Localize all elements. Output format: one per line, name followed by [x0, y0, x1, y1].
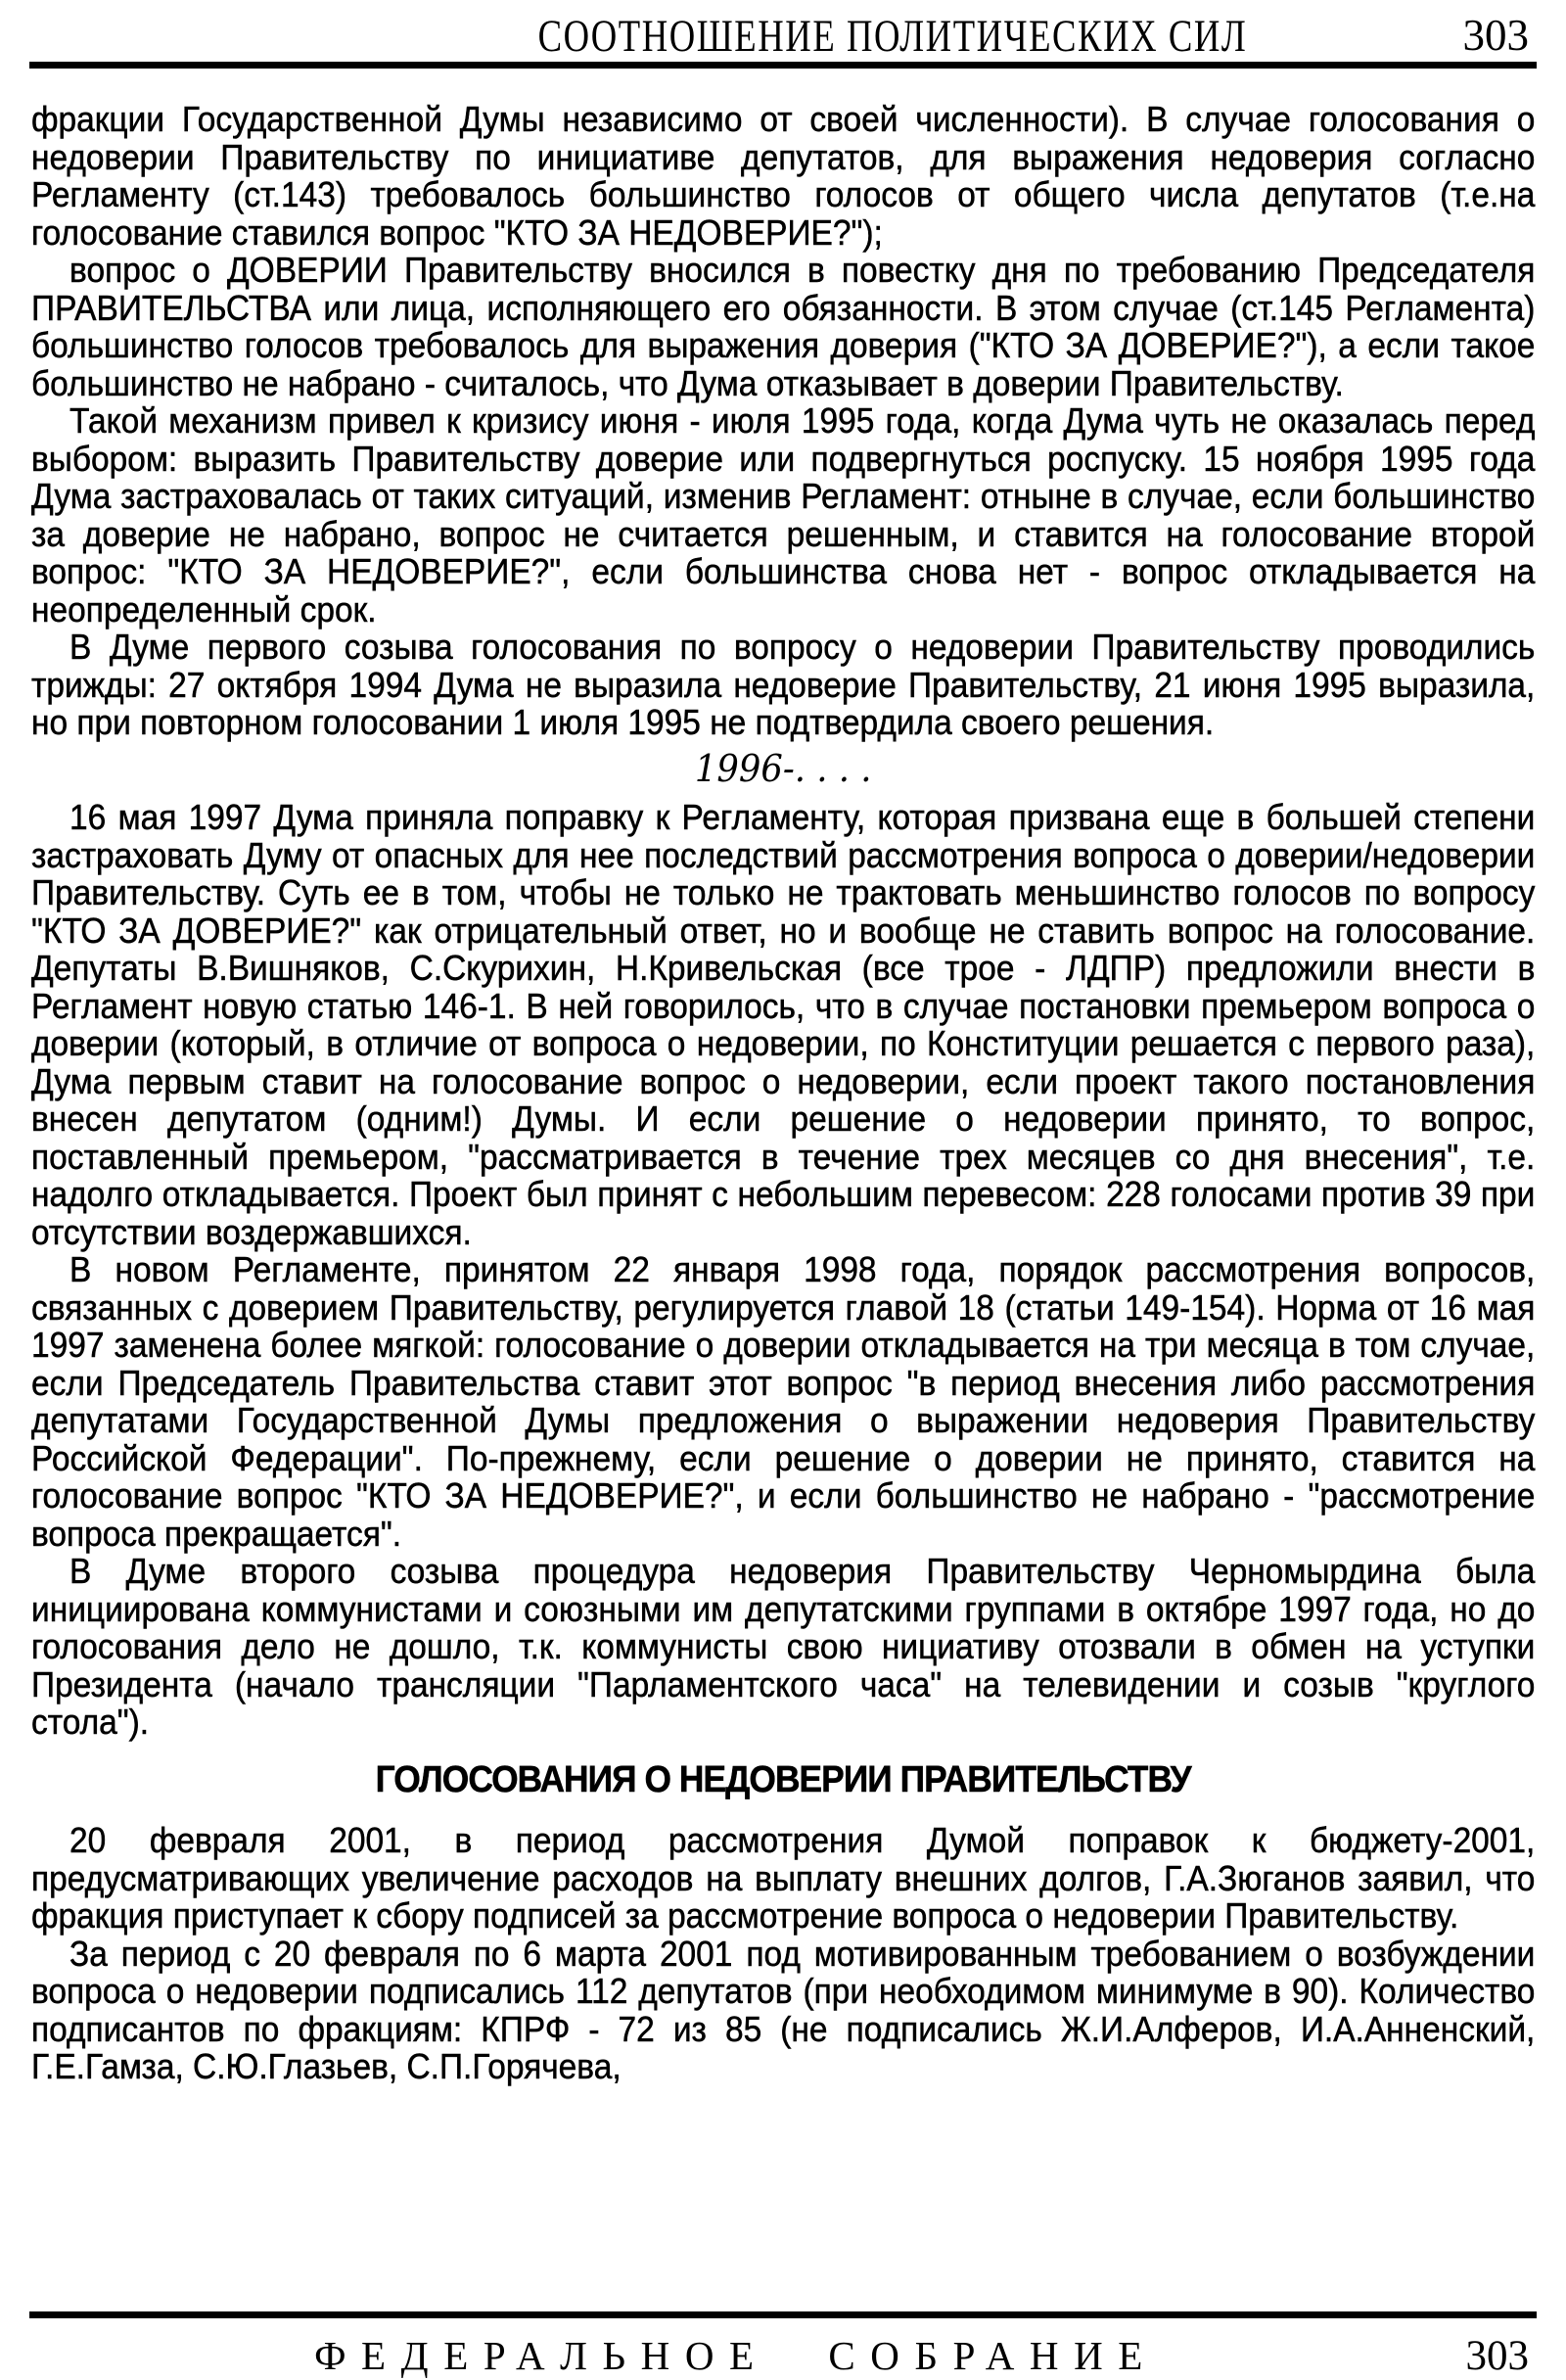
paragraph: За период с 20 февраля по 6 марта 2001 под мотивированным требованием о возбуждении вопроса о недоверии подписались 112 депутатов (при необходимом минимуме в 90). Количество подписантов по фракциям: КПРФ - 72 из 85 (не подписались Ж.И.Алферов, И.А.Анненский, Г.Е.Гамза, С.Ю.Глазьев, С.П.Горячева,	[31, 1933, 1536, 2086]
footer-rule	[29, 2311, 1537, 2318]
paragraph: фракции Государственной Думы независимо от своей численности). В случае голосования о недоверии Правительству по инициативе депутатов, для выражения недоверия согласно Регламенту (ст.143) требовалось большинство голосов от общего числа депутатов (т.е.на голосование ставился вопрос "КТО ЗА НЕДОВЕРИЕ?");	[31, 99, 1536, 253]
paragraph: вопрос о ДОВЕРИИ Правительству вносился в повестку дня по требованию Председателя ПРАВИТЕЛЬСТВА или лица, исполняющего его обязанности. В этом случае (ст.145 Регламента) большинство голосов требовалось для выражения доверия ("КТО ЗА ДОВЕРИЕ?"), а если такое большинство не набрано - считалось, что Дума отказывает в доверии Правительству.	[31, 250, 1536, 403]
text-column	[31, 101, 1535, 2086]
header-page-number: 303	[1462, 11, 1529, 60]
paragraph: В Думе первого созыва голосования по вопросу о недоверии Правительству проводились трижды: 27 октября 1994 Дума не выразила недоверие Правительству, 21 июня 1995 выразила, но при повторном голосовании 1 июля 1995 не подтвердила своего решения.	[31, 627, 1536, 742]
paragraph: 20 февраля 2001, в период рассмотрения Думой поправок к бюджету-2001, предусматривающих увеличение расходов на выплату внешних долгов, Г.А.Зюганов заявил, что фракция приступает к сбору подписей за рассмотрение вопроса о недоверии Правительству.	[31, 1820, 1536, 1936]
section-heading: ГОЛОСОВАНИЯ О НЕДОВЕРИИ ПРАВИТЕЛЬСТВУ	[375, 1758, 1191, 1800]
paragraph: В новом Регламенте, принятом 22 января 1998 года, порядок рассмотрения вопросов, связанных с доверием Правительству, регулируется главой 18 (статьи 149-154). Норма от 16 мая 1997 заменена более мягкой: голосование о доверии откладывается на три месяца в том случае, если Председатель Правительства ставит этот вопрос "в период внесения либо рассмотрения депутатами Государственной Думы предложения о выражении недоверия Правительству Российской Федерации". По-прежнему, если решение о доверии не принято, ставится на голосование вопрос "КТО ЗА НЕДОВЕРИЕ?", и если большинство не набрано - "рассмотрение вопроса прекращается".	[31, 1249, 1536, 1554]
paragraph: Такой механизм привел к кризису июня - июля 1995 года, когда Дума чуть не оказалась перед выбором: выразить Правительству доверие или подвергнуться роспуску. 15 ноября 1995 года Дума застраховалась от таких ситуаций, изменив Регламент: отныне в случае, если большинство за доверие не набрано, вопрос не считается решенным, и ставится на голосование второй вопрос: "КТО ЗА НЕДОВЕРИЕ?", если большинства снова нет - вопрос откладывается на неопределенный срок.	[31, 400, 1536, 630]
footer-page-number: 303	[1465, 2333, 1529, 2379]
date-heading: 1996-. . . .	[694, 746, 872, 790]
page-body	[0, 70, 1566, 2086]
header-rule	[29, 62, 1537, 69]
paragraph: В Думе второго созыва процедура недоверия Правительству Черномырдина была инициирована коммунистами и союзными им депутатскими группами в октябре 1997 года, но до голосования дело не дошло, т.к. коммунисты свою нициативу отозвали в обмен на уступки Президента (начало трансляции "Парламентского часа" на телевидении и созыв "круглого стола").	[31, 1551, 1536, 1742]
paragraph: 16 мая 1997 Дума приняла поправку к Регламенту, которая призвана еще в большей степени застраховать Думу от опасных для нее последствий рассмотрения вопроса о доверии/недоверии Правительству. Суть ее в том, чтобы не только не трактовать меньшинство голосов по вопросу "КТО ЗА ДОВЕРИЕ?" как отрицательный ответ, но и вообще не ставить вопрос на голосование. Депутаты В.Вишняков, С.Скурихин, Н.Кривельская (все трое - ЛДПР) предложили внести в Регламент новую статью 146-1. В ней говорилось, что в случае постановки премьером вопроса о доверии (который, в отличие от вопроса о недоверии, по Конституции решается с первого раза), Дума первым ставит на голосование вопрос о недоверии, если проект такого постановления внесен депутатом (одним!) Думы. И если решение о недоверии принято, то вопрос, поставленный премьером, "рассматривается в течение трех месяцев со дня внесения", т.е. надолго откладывается. Проект был принят с небольшим перевесом: 228 голосами против 39 при отсутствии воздержавшихся.	[31, 797, 1536, 1252]
footer-title: ФЕДЕРАЛЬНОЕ СОБРАНИЕ	[314, 2333, 1158, 2378]
header-title: СООТНОШЕНИЕ ПОЛИТИЧЕСКИХ СИЛ	[537, 11, 1248, 62]
running-header	[0, 0, 1566, 70]
